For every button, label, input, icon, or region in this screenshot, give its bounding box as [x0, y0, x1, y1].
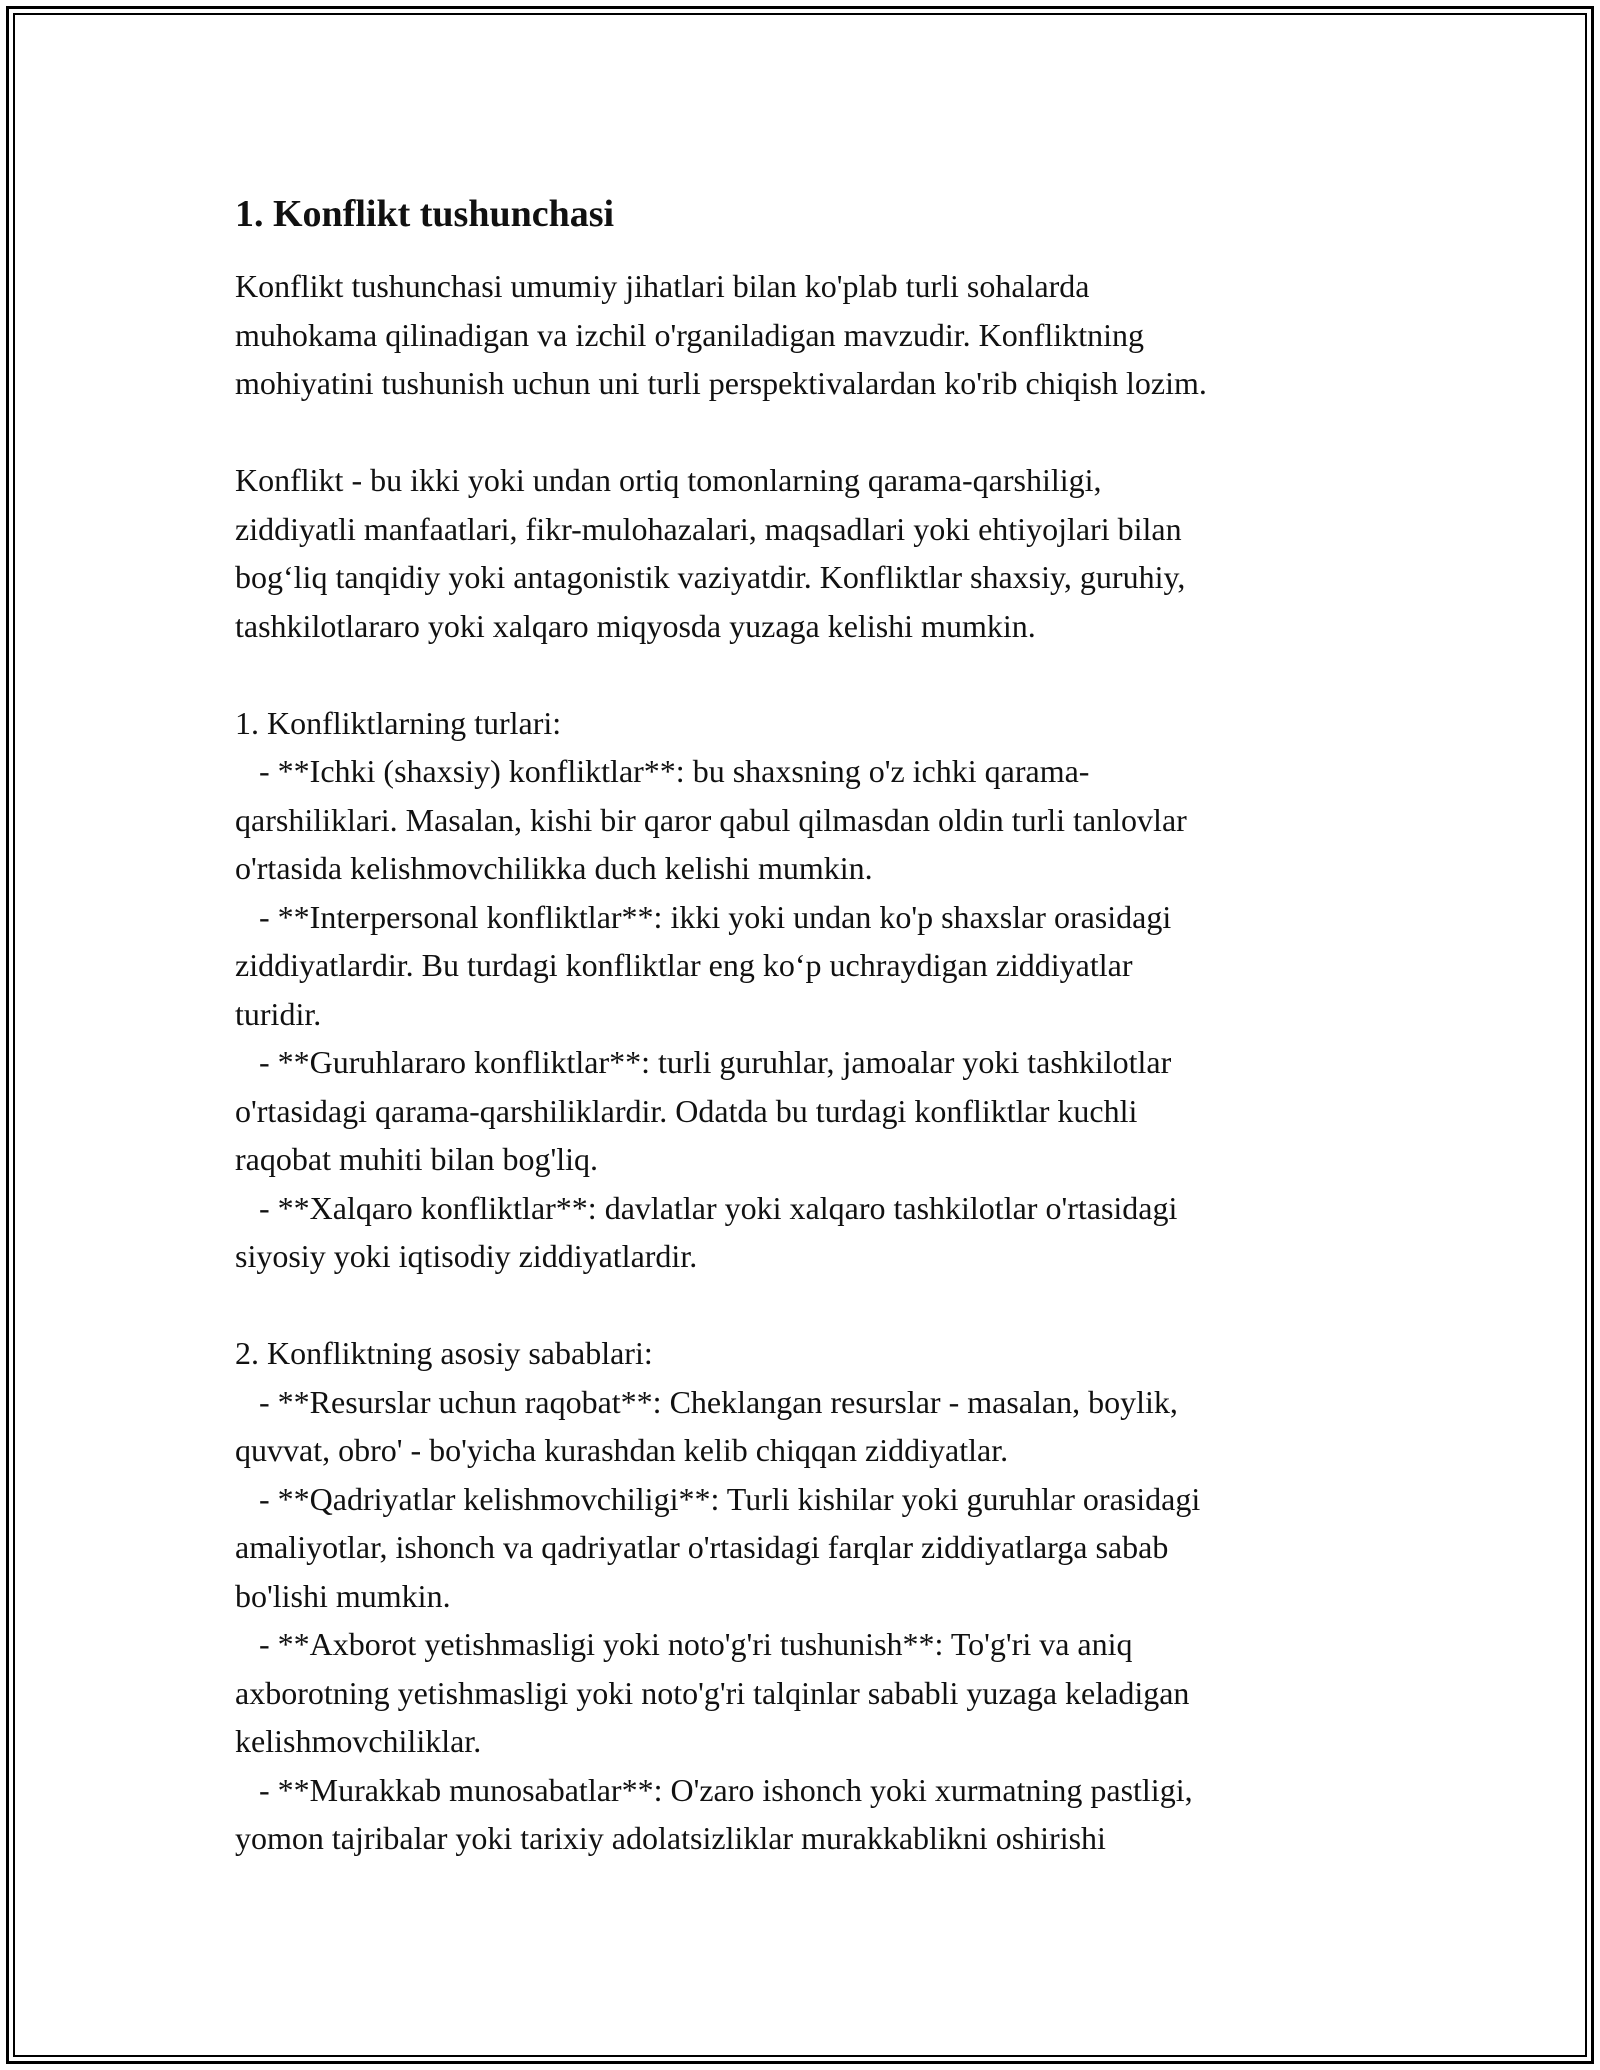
intro-paragraph: Konflikt tushunchasi umumiy jihatlari bilan ko'plab turli sohalarda muhokama qilinadigan va izchil o'rganiladigan mavzudir. Konfliktning mohiyatini tushunish uchun uni turli perspektivalardan ko'rib chiqish lozim. — [235, 268, 1207, 401]
paragraph-spacer — [235, 1281, 1375, 1330]
conflict-types-list: 1. Konfliktlarning turlari: - **Ichki (shaxsiy) konfliktlar**: bu shaxsning o'z ichki qarama- qarshiliklari. Masalan, kishi bir qaror qabul qilmasdan oldin turli tanlovlar o'rtasida kelishmovchilikka duch kelishi mumkin. - **Interpersonal konfliktlar**: ikki yoki undan ko'p shaxslar orasidagi ziddiyatlardir. Bu turdagi konfliktlar eng ko‘p uchraydigan ziddiyatlar turidir. - **Guruhlararo konfliktlar**: turli guruhlar, jamoalar yoki tashkilotlar o'rtasidagi qarama-qarshiliklardir. Odatda bu turdagi konfliktlar kuchli raqobat muhiti bilan bog'liq. - **Xalqaro konfliktlar**: davlatlar yoki xalqaro tashkilotlar o'rtasidagi siyosiy yoki iqtisodiy ziddiyatlardir. — [235, 704, 1187, 1274]
section-title: 1. Konflikt tushunchasi — [235, 193, 615, 235]
paragraph-spacer — [235, 408, 1375, 457]
definition-paragraph: Konflikt - bu ikki yoki undan ortiq tomonlarning qarama-qarshiligi, ziddiyatli manfaatlari, fikr-mulohazalari, maqsadlari yoki ehtiyojlari bilan bog‘liq tanqidiy yoki antagonistik vaziyatdir. Konfliktlar shaxsiy, guruhiy, tashkilotlararo yoki xalqaro miqyosda yuzaga kelishi mumkin. — [235, 462, 1186, 644]
paragraph-spacer — [235, 650, 1375, 699]
document-body — [235, 190, 1375, 1863]
conflict-causes-list: 2. Konfliktning asosiy sabablari: - **Resurslar uchun raqobat**: Cheklangan resurslar - masalan, boylik, quvvat, obro' - bo'yicha kurashdan kelib chiqqan ziddiyatlar. - **Qadriyatlar kelishmovchiligi**: Turli kishilar yoki guruhlar orasidagi amaliyotlar, ishonch va qadriyatlar o'rtasidagi farqlar ziddiyatlarga sabab bo'lishi mumkin. - **Axborot yetishmasligi yoki noto'g'ri tushunish**: To'g'ri va aniq axborotning yetishmasligi yoki noto'g'ri talqinlar sababli yuzaga keladigan kelishmovchiliklar. - **Murakkab munosabatlar**: O'zaro ishonch yoki xurmatning pastligi, yomon tajribalar yoki tarixiy adolatsizliklar murakkablikni oshirishi — [235, 1335, 1201, 1856]
